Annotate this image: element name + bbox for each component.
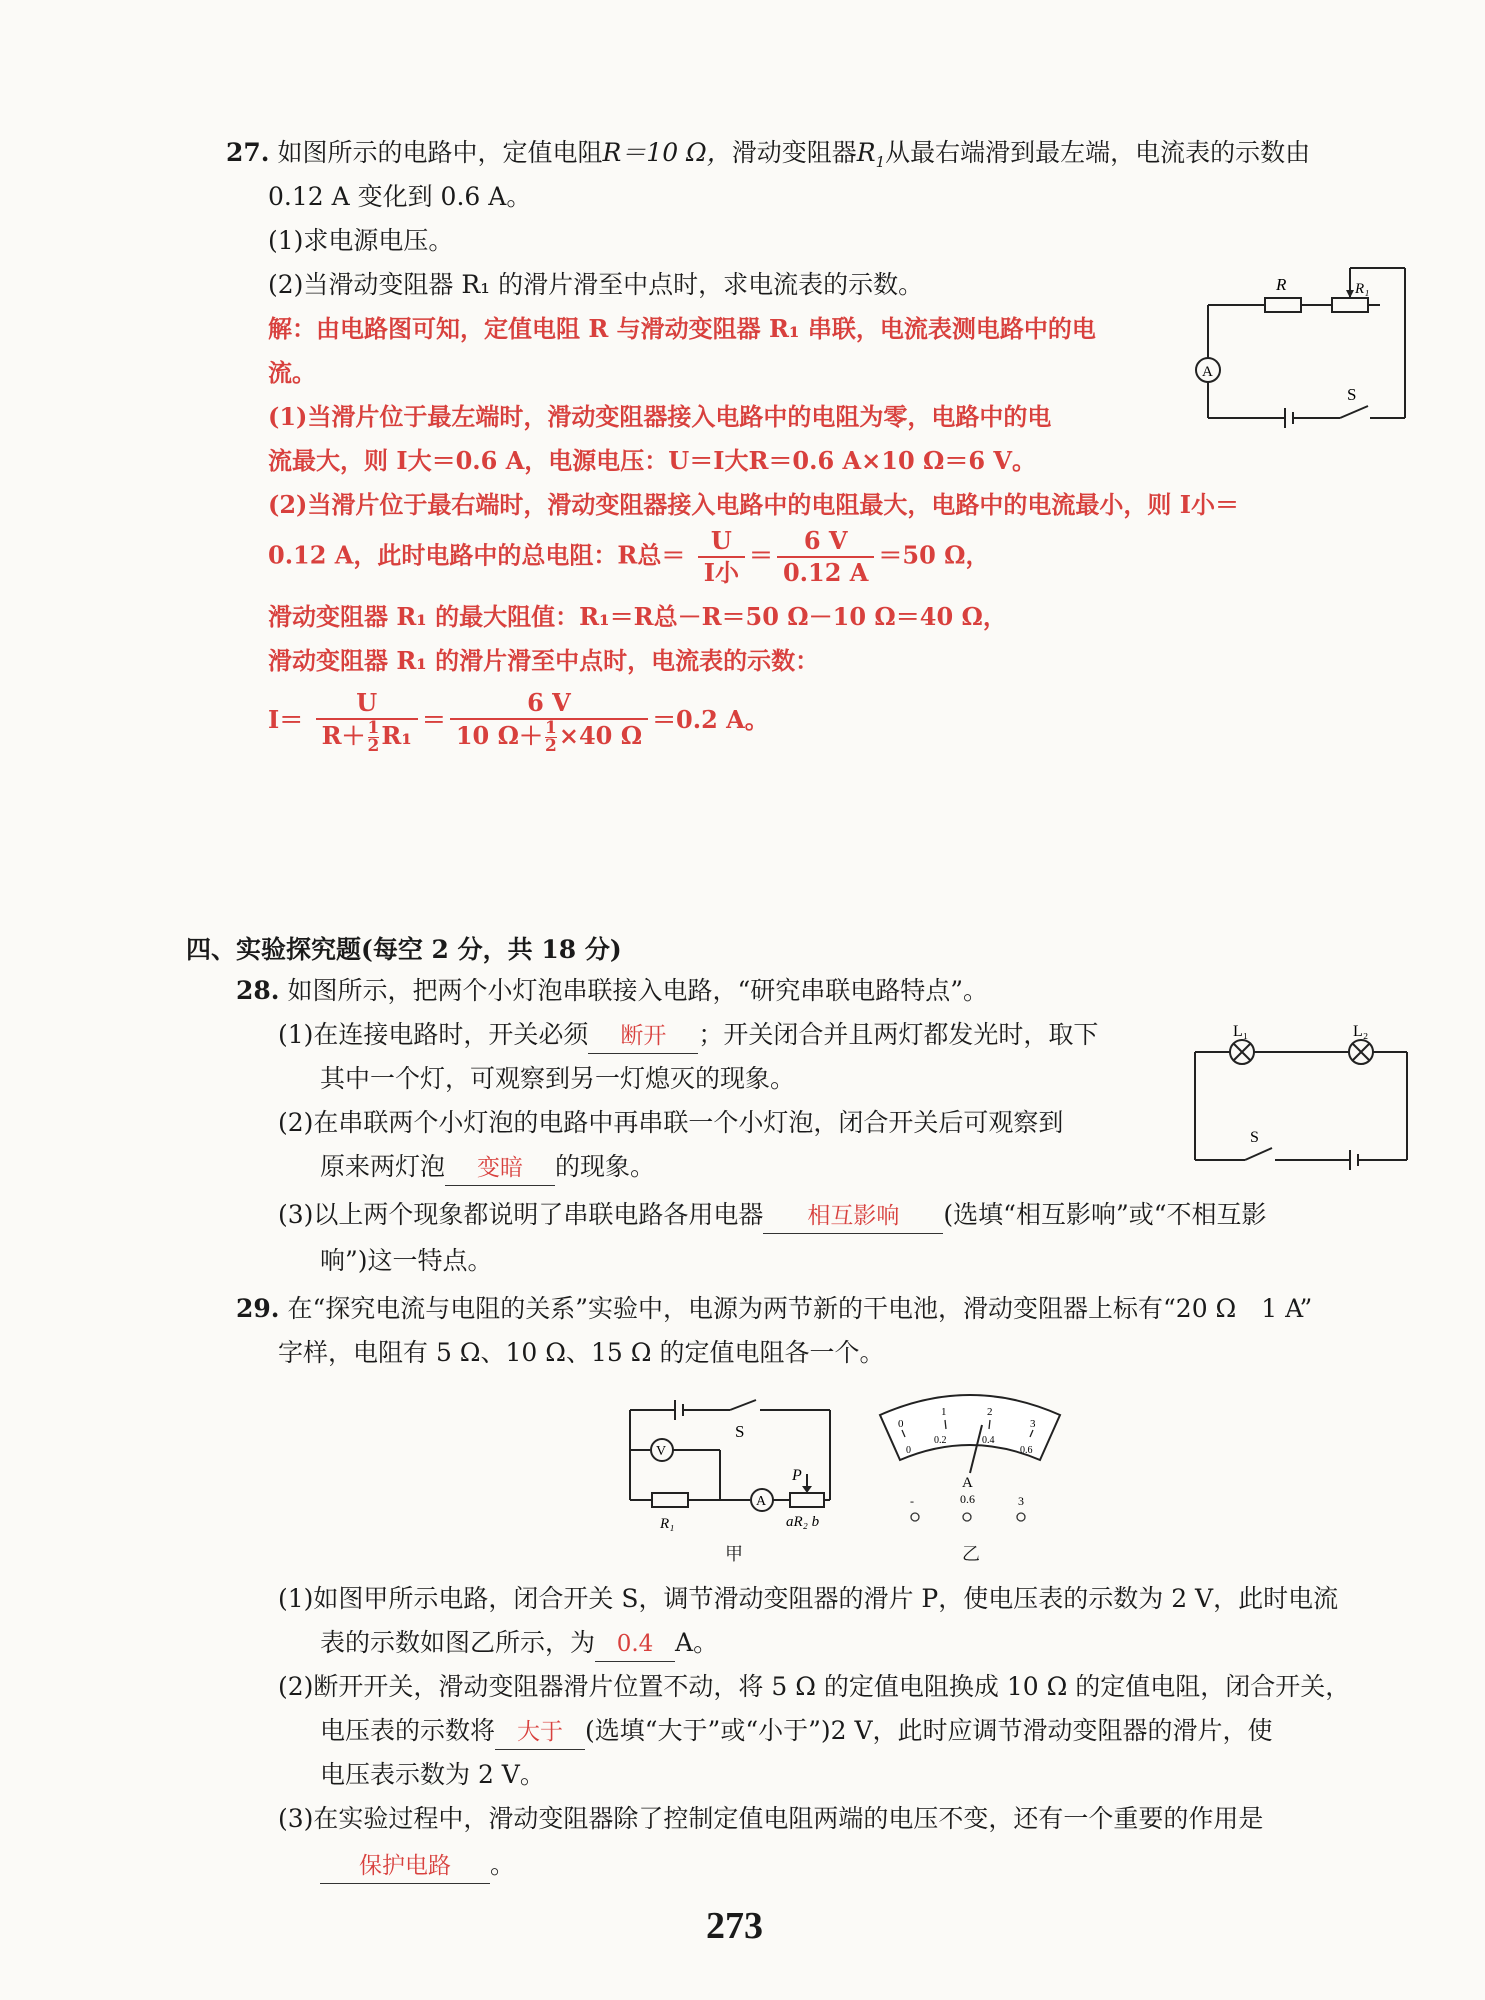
q27-label-R1: R₁: [1355, 281, 1370, 297]
q27-fraction-current: U R＋ $\frac{1}{2}R_1$: [316, 688, 418, 755]
q27-solution-line2: 流。: [268, 358, 316, 387]
q29-terminal-negative: -: [910, 1494, 914, 1508]
q29-part3-line1: (3)在实验过程中，滑动变阻器除了控制定值电阻两端的电压不变，还有一个重要的作用是: [278, 1804, 1264, 1833]
q29-part1-line2: 表的示数如图乙所示，为 0.4 A。: [320, 1626, 718, 1662]
q28-lamp-L1-label: L₁: [1233, 1023, 1249, 1040]
q29-terminal-06: 0.6: [960, 1492, 975, 1506]
q29-ammeter-label: A: [756, 1494, 767, 1509]
q29-dial-bottom-04: 0.4: [982, 1435, 995, 1446]
q27-circuit-diagram: [1190, 260, 1415, 430]
q29-answer-blank-2: 大于: [495, 1714, 585, 1750]
q29-figure-yi-caption: 乙: [962, 1544, 980, 1565]
q29-voltmeter-label: V: [656, 1444, 667, 1459]
q27-part2: (2)当滑动变阻器 R₁ 的滑片滑至中点时，求电流表的示数。: [268, 270, 924, 299]
q29-answer-blank-3: 保护电路: [320, 1848, 490, 1884]
q28-answer-blank-2: 变暗: [445, 1150, 555, 1186]
q28-part1-line2: 其中一个灯，可观察到另一灯熄灭的现象。: [320, 1064, 796, 1093]
q29-slider-P-label: P: [792, 1467, 802, 1484]
q29-switch-label: S: [735, 1422, 745, 1441]
q27-solution-line9: I＝ U R＋ $\frac{1}{2}R_1$ ＝ 6 V 10 Ω＋ $\frac{1}{2}\times 40$ Ω ＝0.2 A。: [268, 688, 769, 756]
q29-dial-bottom-0: 0: [906, 1445, 911, 1456]
q29-answer-blank-1: 0.4: [595, 1626, 675, 1662]
q28-part2-line1: (2)在串联两个小灯泡的电路中再串联一个小灯泡，闭合开关后可观察到: [278, 1108, 1064, 1137]
q29-dial-top-0: 0: [898, 1418, 904, 1430]
q29-dial-top-3: 3: [1030, 1418, 1036, 1430]
section-4-heading: 四、实验探究题(每空 2 分，共 18 分): [186, 935, 622, 964]
q28-part3-line1: (3)以上两个现象都说明了串联电路各用电器 相互影响 (选填“相互影响”或“不相互影: [278, 1198, 1267, 1234]
q29-figure-jia-caption: 甲: [725, 1544, 743, 1565]
q27-fraction-U-over-I: $\frac{U}{\text{I小}}$: [698, 526, 745, 588]
q27-solution-line4: 流最大，则 I大＝0.6 A，电源电压：U＝I大R＝0.6 A×10 Ω＝6 V。: [268, 446, 1037, 475]
q28-part3-line2: 响”)这一特点。: [320, 1246, 493, 1275]
q27-fraction-6V-over-012A: $\frac{6 V}{0.12 A}$: [777, 526, 874, 588]
q29-part2-line3: 电压表示数为 2 V。: [320, 1760, 545, 1789]
q28-stem: 28. 如图所示，把两个小灯泡串联接入电路，“研究串联电路特点”。: [236, 976, 989, 1005]
q27-solution-line8: 滑动变阻器 R₁ 的滑片滑至中点时，电流表的示数：: [268, 646, 820, 675]
q27-ammeter-label: A: [1202, 364, 1213, 380]
q27-stem-line1: 27. 如图所示的电路中，定值电阻R＝10 Ω，滑动变阻器$R_1$从最右端滑到最左端，电流表的示数由: [226, 138, 1311, 171]
q29-stem-line1: 29. 在“探究电流与电阻的关系”实验中，电源为两节新的干电池，滑动变阻器上标有“20 Ω 1 A”: [236, 1294, 1313, 1323]
q28-switch-label: S: [1250, 1129, 1259, 1146]
q29-part2-line1: (2)断开开关，滑动变阻器滑片位置不动，将 5 Ω 的定值电阻换成 10 Ω 的定值电阻，闭合开关，: [278, 1672, 1351, 1701]
q27-fraction-numeric: 6 V 10 Ω＋ $\frac{1}{2}\times 40$ Ω: [450, 688, 648, 755]
q29-dial-bottom-02: 0.2: [934, 1435, 947, 1446]
q29-stem-line2: 字样，电阻有 5 Ω、10 Ω、15 Ω 的定值电阻各一个。: [278, 1338, 885, 1367]
q29-terminal-3: 3: [1018, 1494, 1024, 1508]
q29-circuit-jia: [620, 1390, 850, 1540]
q29-dial-bottom-06: 0.6: [1020, 1445, 1033, 1456]
q28-part1-line1: (1)在连接电路时，开关必须 断开 ；开关闭合并且两灯都发光时，取下: [278, 1018, 1098, 1054]
q29-R1-label: R₁: [660, 1516, 675, 1532]
q28-part2-line2: 原来两灯泡 变暗 的现象。: [320, 1150, 655, 1186]
q27-solution-line6: 0.12 A，此时电路中的总电阻：R总＝ $\frac{U}{\text{I小}}$ ＝ $\frac{6 V}{0.12 A}$ ＝50 Ω，: [268, 526, 990, 587]
q27-solution-line5: (2)当滑片位于最右端时，滑动变阻器接入电路中的电阻最大，电路中的电流最小，则 I小＝: [268, 490, 1239, 519]
q29-dial-top-2: 2: [987, 1406, 993, 1418]
q29-part2-line2: 电压表的示数将 大于 (选填“大于”或“小于”)2 V，此时应调节滑动变阻器的滑片，使: [320, 1714, 1273, 1750]
q29-R2-label: aR₂ b: [786, 1514, 820, 1530]
q27-stem-line2: 0.12 A 变化到 0.6 A。: [268, 182, 532, 211]
q29-dial-unit: A: [962, 1475, 973, 1491]
q29-part3-line2: 保护电路 。: [320, 1848, 515, 1884]
q28-answer-blank-3: 相互影响: [763, 1198, 943, 1234]
q28-circuit-diagram: [1190, 1018, 1415, 1178]
q29-part1-line1: (1)如图甲所示电路，闭合开关 S，调节滑动变阻器的滑片 P，使电压表的示数为 2 V，此时电流: [278, 1584, 1339, 1613]
q29-dial-top-1: 1: [941, 1406, 947, 1418]
page-number: 273: [706, 1905, 763, 1947]
q27-part1: (1)求电源电压。: [268, 226, 454, 255]
q27-solution-line1: 解：由电路图可知，定值电阻 R 与滑动变阻器 R₁ 串联，电流表测电路中的电: [268, 314, 1096, 343]
q27-switch-label: S: [1347, 385, 1357, 404]
q27-label-R: R: [1276, 275, 1287, 294]
q27-number: 27.: [226, 138, 270, 167]
q29-ammeter-dial-yi: [870, 1385, 1070, 1535]
q28-answer-blank-1: 断开: [588, 1018, 698, 1054]
q27-solution-line3: (1)当滑片位于最左端时，滑动变阻器接入电路中的电阻为零，电路中的电: [268, 402, 1052, 431]
q27-solution-line7: 滑动变阻器 R₁ 的最大阻值：R₁＝R总－R＝50 Ω－10 Ω＝40 Ω，: [268, 602, 1007, 631]
q28-lamp-L2-label: L₂: [1353, 1023, 1369, 1040]
